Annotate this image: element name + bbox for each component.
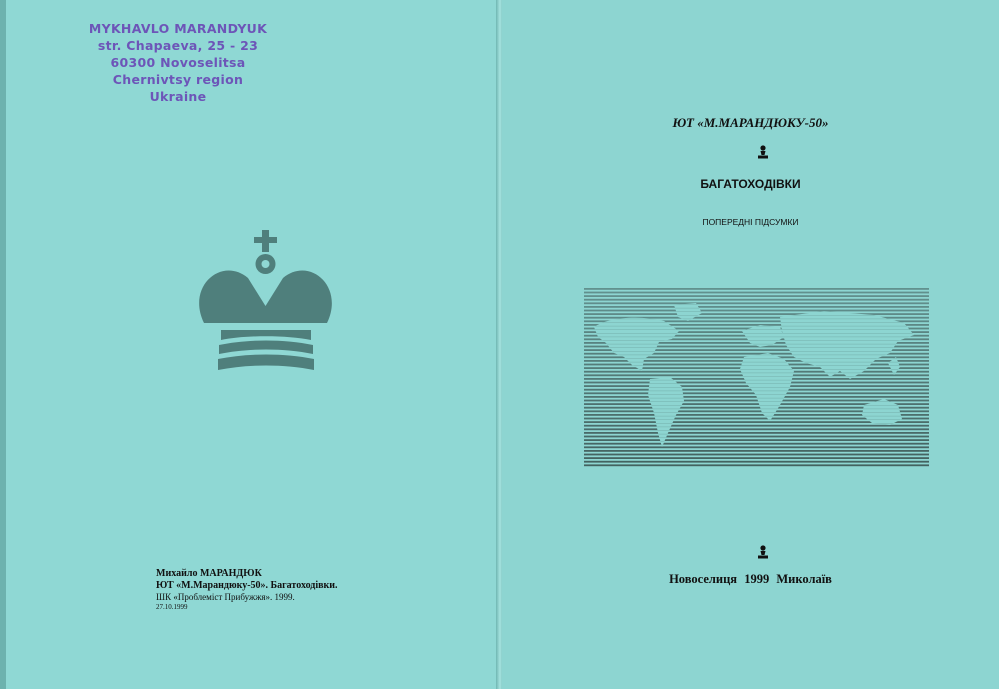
tourney-title: ЮТ «М.МАРАНДЮКУ-50»: [672, 115, 829, 130]
section-title: БАГАТОХОДІВКИ: [700, 177, 801, 191]
address-stamp: [78, 20, 278, 105]
pawn-icon: [757, 145, 769, 159]
publication-date: 27.10.1999: [156, 603, 188, 611]
author-name: Михайло МАРАНДЮК: [156, 568, 262, 579]
stamp-line-country: Ukraine: [149, 89, 207, 104]
left-page: [0, 0, 498, 689]
king-crown-icon: [192, 228, 340, 373]
stamp-line-street: str. Chapaeva, 25 - 23: [97, 38, 259, 53]
stamp-line-city: 60300 Novoselitsa: [110, 55, 246, 70]
booklet-title: ЮТ «М.Марандюку-50». Багатоходівки.: [156, 580, 338, 591]
right-page: [502, 0, 999, 689]
footer-places-year: Новоселиця 1999 Миколаїв: [669, 572, 832, 586]
page-edge: [0, 0, 6, 689]
stamp-line-name: MYKHAVLO MARANDYUK: [88, 21, 268, 36]
publisher: ШК «Проблеміст Прибужжя». 1999.: [156, 592, 295, 602]
world-map-icon: [584, 287, 929, 467]
pawn-icon-footer: [757, 545, 769, 559]
subtitle: ПОПЕРЕДНІ ПІДСУМКИ: [702, 217, 799, 227]
stamp-line-region: Chernivtsy region: [112, 72, 244, 87]
colophon: [156, 568, 406, 612]
